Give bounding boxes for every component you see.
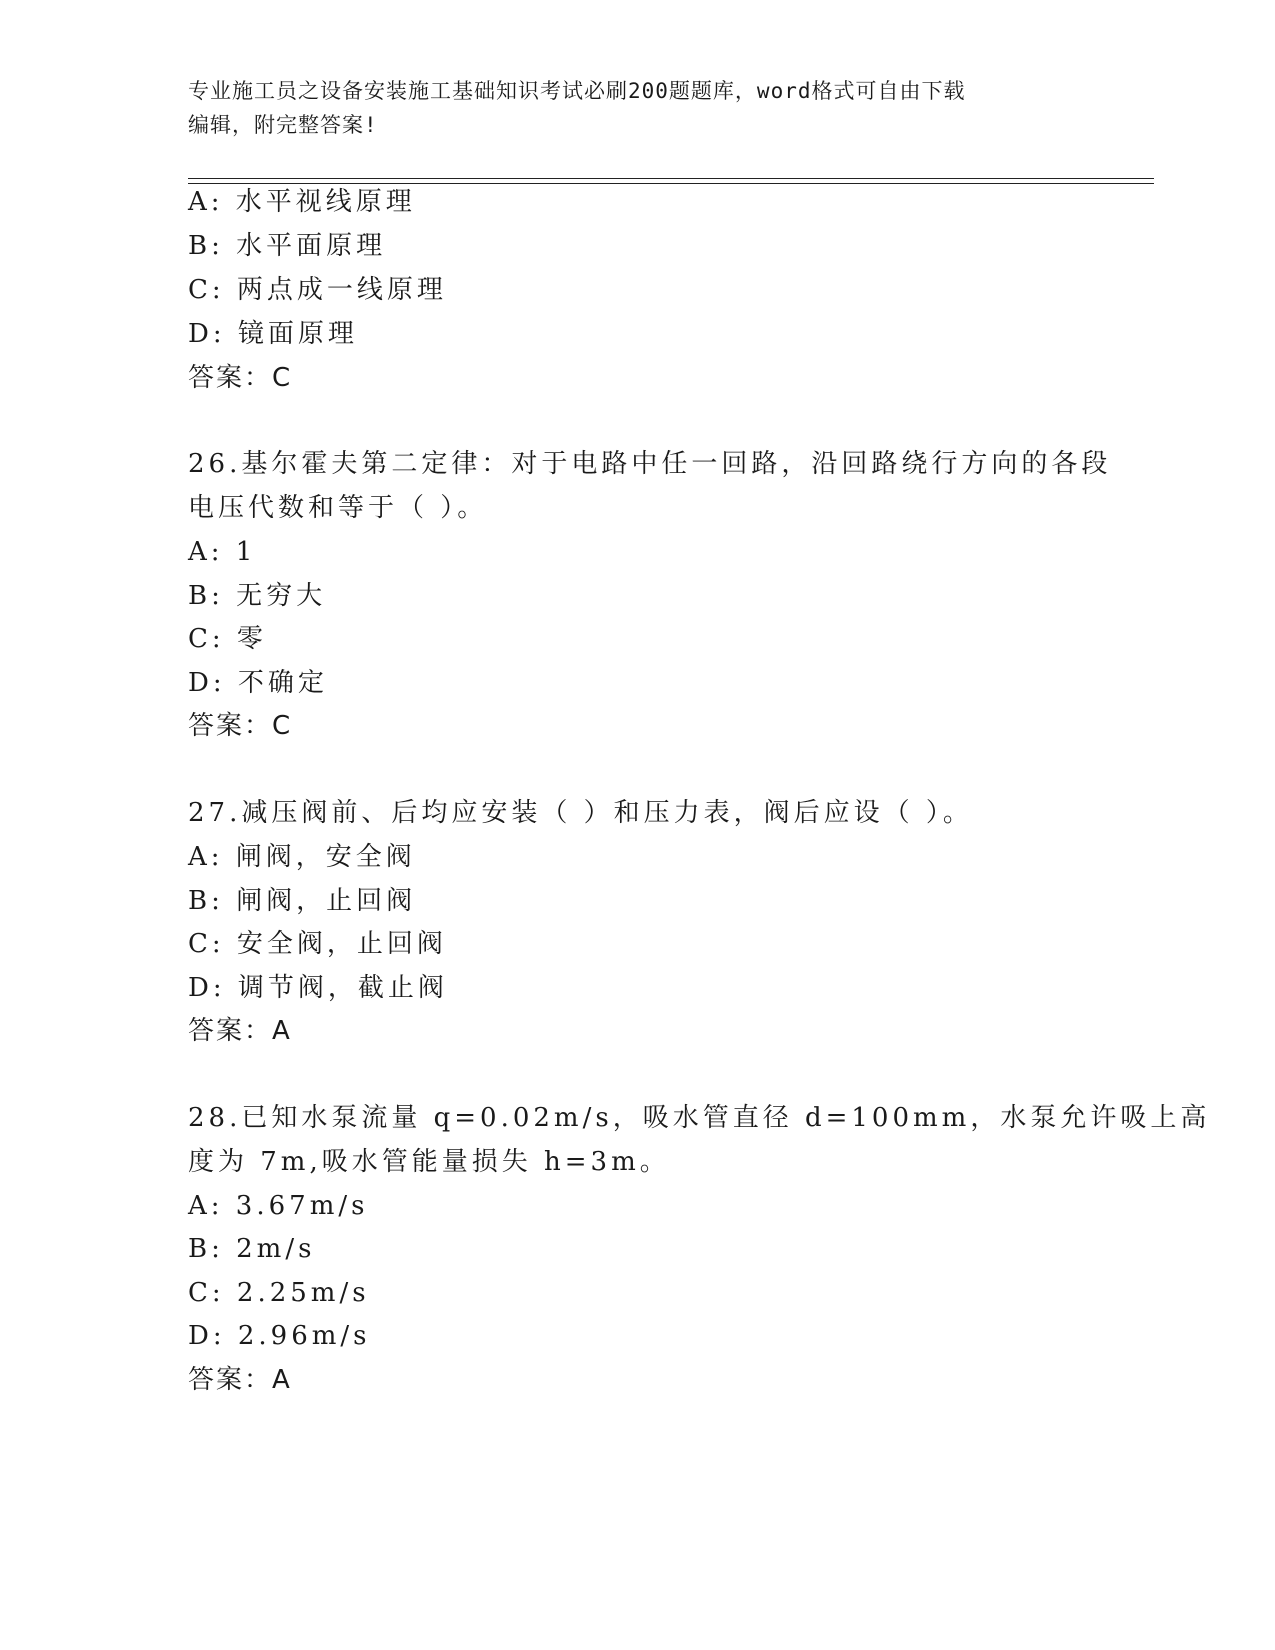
- q26-stem-line-1: 26.基尔霍夫第二定律：对于电路中任一回路，沿回路绕行方向的各段: [188, 449, 1112, 479]
- q28-option-b: B: 2m/s: [188, 1234, 316, 1264]
- q25-option-d: D: 镜面原理: [188, 319, 358, 349]
- q25-answer: 答案：C: [188, 363, 293, 393]
- q25-option-b: B: 水平面原理: [188, 231, 387, 261]
- q28-option-c: C: 2.25m/s: [188, 1278, 370, 1308]
- q27-option-d: D: 调节阀，截止阀: [188, 973, 448, 1003]
- q26-option-a: A: 1: [188, 537, 257, 567]
- q28-answer: 答案：A: [188, 1365, 292, 1395]
- header-line-1: 专业施工员之设备安装施工基础知识考试必刷200题题库，word格式可自由下载: [188, 79, 966, 103]
- q26-option-c: C: 零: [188, 624, 267, 654]
- header-divider-top: [188, 178, 1154, 179]
- q25-option-a: A: 水平视线原理: [188, 187, 416, 217]
- q25-option-c: C: 两点成一线原理: [188, 275, 447, 305]
- q27-option-c: C: 安全阀，止回阀: [188, 929, 447, 959]
- q27-stem-line-1: 27.减压阀前、后均应安装（ ）和压力表，阀后应设（ ）。: [188, 798, 973, 828]
- q26-option-b: B: 无穷大: [188, 581, 327, 611]
- q27-option-b: B: 闸阀，止回阀: [188, 886, 417, 916]
- header-line-2: 编辑，附完整答案!: [188, 113, 378, 137]
- q26-stem-line-2: 电压代数和等于（ ）。: [188, 493, 488, 523]
- q28-option-a: A: 3.67m/s: [188, 1191, 369, 1221]
- q28-stem-line-1: 28.已知水泵流量 q=0.02m/s，吸水管直径 d=100mm，水泵允许吸上高: [188, 1103, 1211, 1133]
- q28-option-d: D: 2.96m/s: [188, 1321, 371, 1351]
- document-header: [188, 74, 1068, 142]
- q26-answer: 答案：C: [188, 711, 293, 741]
- q27-answer: 答案：A: [188, 1016, 292, 1046]
- q28-stem-line-2: 度为 7m,吸水管能量损失 h=3m。: [188, 1147, 670, 1177]
- q26-option-d: D: 不确定: [188, 668, 328, 698]
- q27-option-a: A: 闸阀，安全阀: [188, 842, 416, 872]
